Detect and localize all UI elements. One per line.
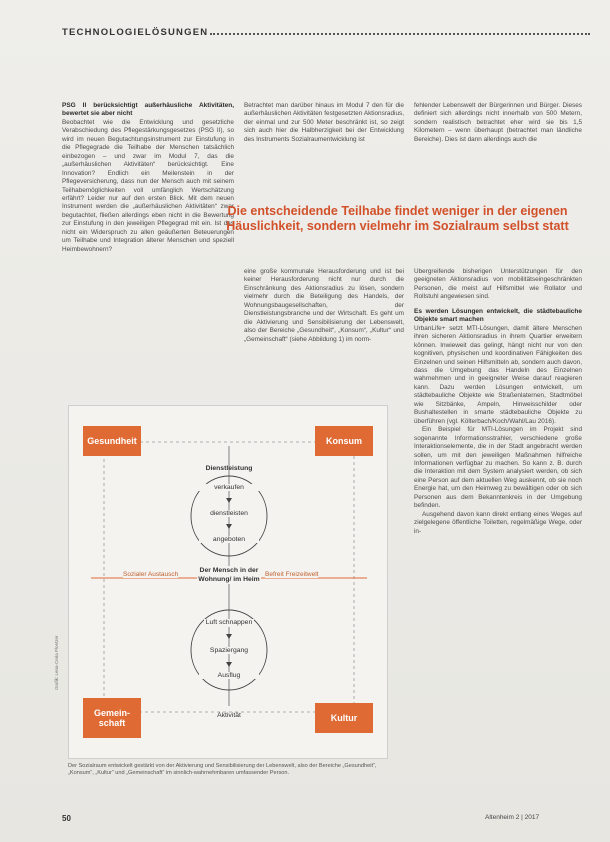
section-header: TECHNOLOGIELÖSUNGEN bbox=[62, 27, 209, 38]
column-1 bbox=[62, 102, 234, 394]
column-3-body-1: Übergreifende bisherigen Unterstützungen für den geeigneten Aktionsradius von mobilitätseingeschränkten Personen, die meist auf Hilfsmittel wie Rollator und Rollstuhl angewiesen sind. bbox=[414, 268, 582, 301]
journal-issue: Altenheim 2 | 2017 bbox=[485, 814, 540, 821]
box-kultur: Kultur bbox=[315, 703, 373, 733]
box-konsum: Konsum bbox=[315, 426, 373, 456]
label-der-mensch: Der Mensch in der Wohnung/ im Heim bbox=[198, 567, 260, 583]
column-3-subheading: Es werden Lösungen entwickelt, die städtebauliche Objekte smart machen bbox=[414, 307, 582, 324]
sozialraum-diagram bbox=[68, 405, 388, 759]
arrow-down-icon bbox=[226, 524, 232, 529]
column-3-body-3: Ein Beispiel für MTI-Lösungen im Projekt sind sogenannte Informationsstrahler, verschiedene große Interaktionselemente, die in der Stadt angebracht werden sollen, um mit den jeweiligen Maßnahmen hilfreiche Informationen verfügbar zu machen. So kann z. B. durch die Interaktion mit dem System analysiert werden, ob sich eine Person auf dem aktuellen Weg auskennt, ob sie noch Energie hat, um den Heimweg zu bewältigen oder ob sich Personen aus dem Bekanntenkreis in der Umgebung befinden. bbox=[414, 426, 582, 510]
column-3-top-body: fehlender Lebenswelt der Bürgerinnen und Bürger. Dieses definiert sich allerdings nicht innerhalb von 500 Metern, sondern realistisch betrachtet eher wird sie bis 1,5 Kilometern – wenn überhaupt (betrachtet man ländliche Bereiche). Dies ist dann allerdings auch die bbox=[414, 102, 582, 143]
page-number: 50 bbox=[62, 814, 71, 823]
figure-credit: Grafik: Lena-Ceria Ploetzer bbox=[54, 635, 59, 690]
label-dienstleistung: Dienstleistung bbox=[205, 465, 253, 472]
label-luft-schnappen: Luft schnappen bbox=[205, 619, 253, 626]
column-1-body: Beobachtet wie die Entwicklung und gesetzliche Verabschiedung des Pflegestärkungsgesetzes (PSG II), so wird im neuen Begutachtungsinstrument zur Einstufung in die Pflegegrade die Teilhabe der Menschen tatsächlich einbezogen – und zwar im Modul 7, das die „außerhäuslichen Aktivitäten“ berücksichtigt. Eine Innovation? Endlich ein Meilenstein in der Pflegeversicherung, dass nun der Mensch auch mit seinem Teilhabemöglichkeiten voll umfänglich Wertschätzung erfährt? Leider nur auf den ersten Blick. Mit dem neuen Instrument werden die „außerhäuslichen Aktivitäten“ zwar begutachtet, fließen allerdings eben nicht in die Bewertung zur Einstufung in den jeweiligen Pflegegrad mit ein. Ist das nicht ein Widerspruch zu allen geäußerten Beteuerungen um Teilhabe und Integration älterer Menschen und speziell Heimbewohnern? bbox=[62, 118, 234, 253]
box-gesundheit: Gesundheit bbox=[83, 426, 141, 456]
column-3-top bbox=[414, 102, 582, 192]
column-2-top-body: Betrachtet man darüber hinaus im Modul 7 den für die außerhäuslichen Aktivitäten festgesetzten Aktionsradius, der einmal und zur 500 Meter beschränkt ist, so zeigt sich auch hier die Halbherzigkeit bei der Entwicklung des Instruments Sozialraumentwicklung ist bbox=[244, 102, 404, 143]
figure-caption: Der Sozialraum entwickelt gestärkt von der Aktivierung und Sensibilisierung der Lebenswelt, also der Bereiche „Gesundheit“, „Konsum“, „Kultur“ und „Gemeinschaft“ im sinnlich-wahrnehmbaren umfassender Person. bbox=[68, 763, 377, 777]
label-verkaufen: verkaufen bbox=[199, 484, 259, 491]
box-gemeinschaft: Gemein- schaft bbox=[83, 698, 141, 738]
header-dotted-rule bbox=[210, 33, 590, 35]
column-2-bottom bbox=[244, 268, 404, 398]
column-2-top bbox=[244, 102, 404, 192]
label-ausflug: Ausflug bbox=[199, 672, 259, 679]
arrow-down-icon bbox=[226, 662, 232, 667]
arrow-down-icon bbox=[226, 498, 232, 503]
label-angeboten: angeboten bbox=[199, 536, 259, 543]
label-dienstleisten: dienstleisten bbox=[199, 510, 259, 517]
column-1-subheading: PSG II berücksichtigt außerhäusliche Aktivitäten, bewertet sie aber nicht bbox=[62, 102, 234, 118]
label-aktivitaet: Aktivität bbox=[217, 712, 241, 719]
column-2-bottom-body: eine große kommunale Herausforderung und ist bei keiner Herausforderung nicht nur durch die Einschränkung des Aktionsradius zu lösen, sondern vielmehr durch die Beteiligung des Handels, der Wohnungsbaugesellschaften, der Dienstleistungsbranche und der Wirtschaft. Es geht um die Aktivierung und Sensibilisierung der Lebenswelt, also der Bereiche „Gesundheit“, „Konsum“, „Kultur“ und „Gemeinschaft“ (siehe Abbildung 1) im norm- bbox=[244, 268, 404, 343]
column-3-body-2: UrbanLife+ setzt MTI-Lösungen, damit ältere Menschen ihren sicheren Aktionsradius in ihrem Quartier erweitern können. Inwieweit das gelingt, hängt nicht nur von den kognitiven, physischen und koordinativen Fähigkeiten des Einzelnen und seinen Hilfsmitteln ab, sondern auch davon, dass die Umgebung das Handeln des Einzelnen wahrnehmen und in geeigneter Weise darauf reagieren kann. Dazu werden Lösungen entwickelt, um städtebauliche Objekte wie Straßenlaternen, Stadtmöbel wie Sitzbänke, Ampeln, Hinweisschilder oder Bushaltestellen in smarte städtebauliche Objekte zu überführen (vgl. Költerbach/Koch/Wahl/Lau 2016). bbox=[414, 324, 582, 425]
column-3-bottom bbox=[414, 268, 582, 808]
label-left-axis: Sozialer Austausch bbox=[123, 571, 179, 578]
column-3-body-4: Ausgehend davon kann direkt entlang eines Weges auf zielgelegene öffentliche Toiletten, regelmäßige Wege, oder in- bbox=[414, 510, 582, 535]
label-spaziergang: Spaziergang bbox=[199, 647, 259, 654]
pull-quote: Die entscheidende Teilhabe findet weniger in der eigenen Häuslichkeit, sondern vielmehr im Sozialraum selbst statt bbox=[226, 204, 569, 233]
label-right-axis: Befreit Freizeitwelt bbox=[265, 571, 319, 578]
arrow-down-icon bbox=[226, 634, 232, 639]
